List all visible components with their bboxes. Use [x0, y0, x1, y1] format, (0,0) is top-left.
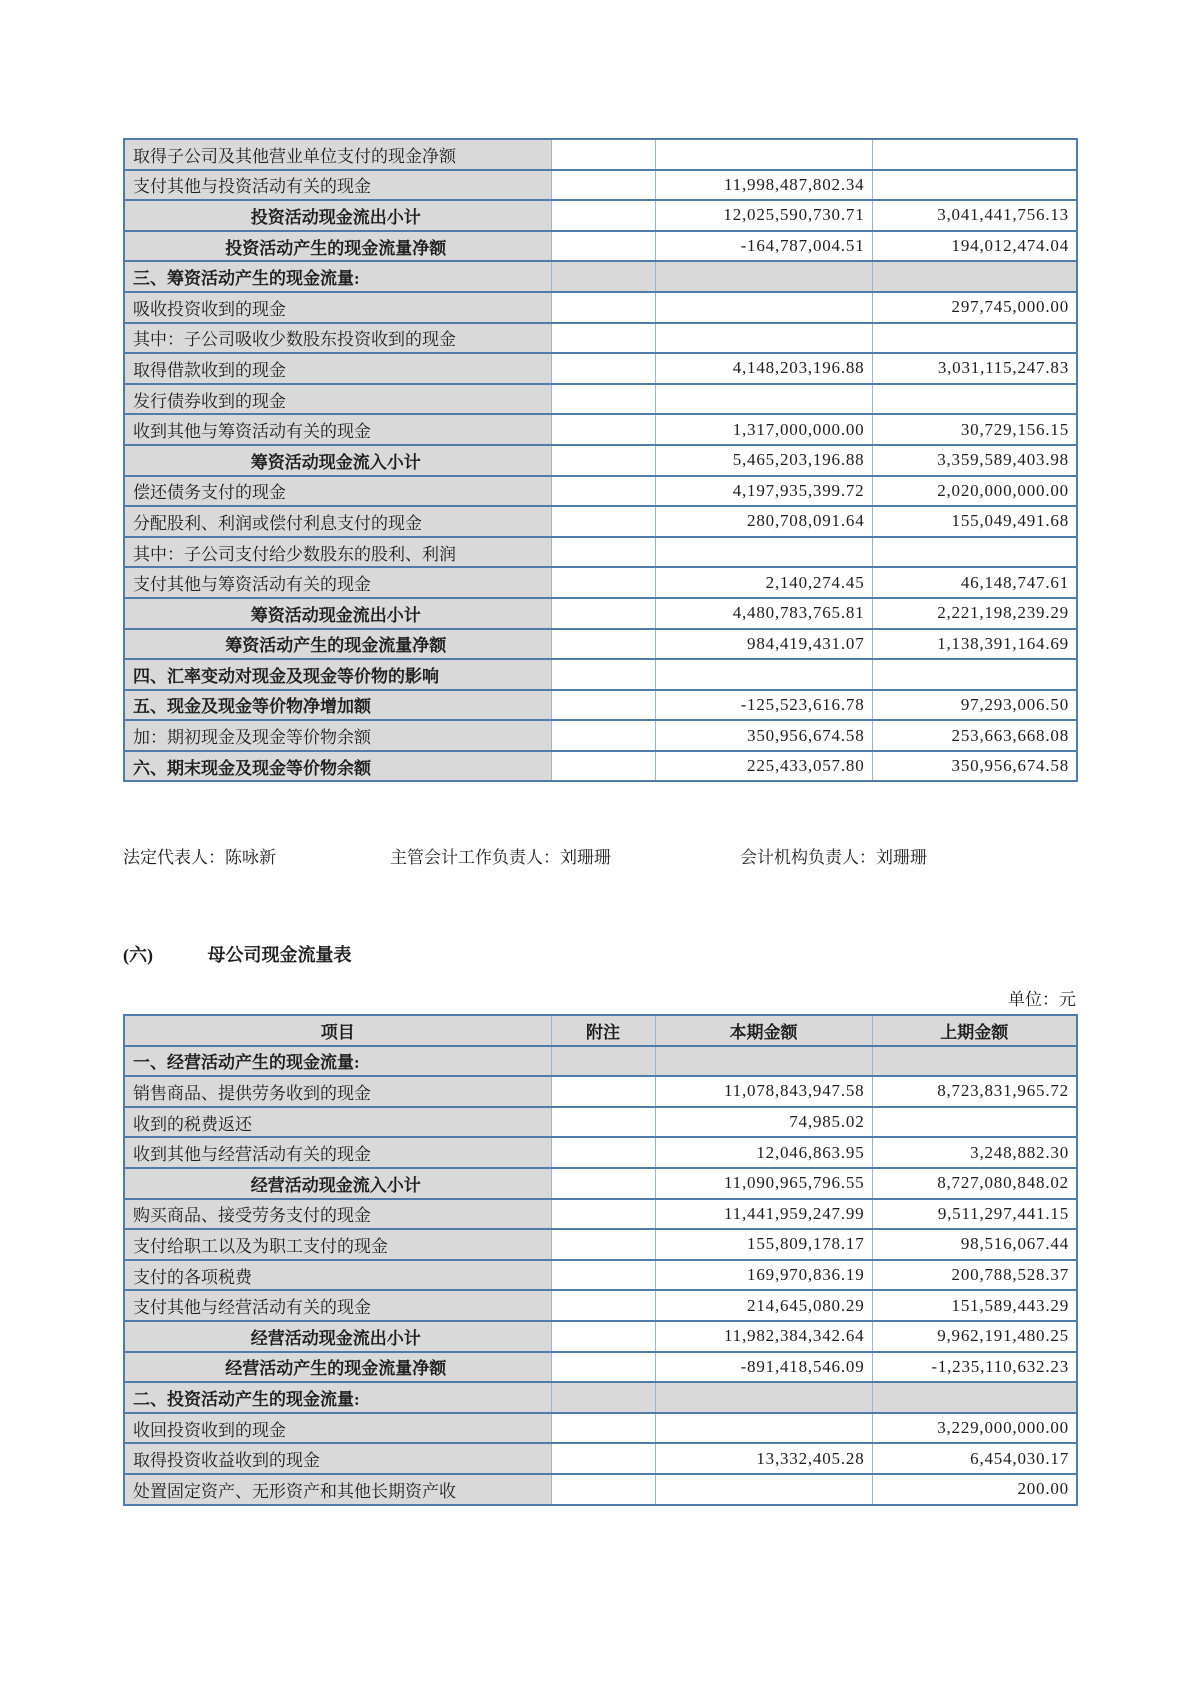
item-label-cell: 吸收投资收到的现金 — [124, 292, 551, 323]
item-label-cell: 收回投资收到的现金 — [124, 1413, 551, 1444]
note-cell — [551, 1137, 655, 1168]
unit-label: 单位：元 — [1008, 990, 1076, 1009]
prior-amount-cell: 2,020,000,000.00 — [872, 476, 1077, 507]
current-amount-cell — [655, 323, 872, 354]
table-row — [124, 1321, 1077, 1352]
current-amount-cell: 169,970,836.19 — [655, 1260, 872, 1291]
prior-amount-cell — [872, 384, 1077, 415]
prior-amount-cell: -1,235,110,632.23 — [872, 1352, 1077, 1383]
note-cell — [551, 1168, 655, 1199]
item-label-cell: 收到其他与经营活动有关的现金 — [124, 1137, 551, 1168]
note-cell — [551, 1382, 655, 1413]
item-label-cell: 经营活动产生的现金流量净额 — [124, 1352, 551, 1383]
current-amount-cell — [655, 139, 872, 170]
column-header-current-period: 本期金额 — [655, 1015, 872, 1046]
note-cell — [551, 1260, 655, 1291]
current-amount-cell: 214,645,080.29 — [655, 1290, 872, 1321]
table-row — [124, 231, 1077, 262]
note-cell — [551, 1413, 655, 1444]
prior-amount-cell: 97,293,006.50 — [872, 690, 1077, 721]
table-row — [124, 1137, 1077, 1168]
current-amount-cell: 11,090,965,796.55 — [655, 1168, 872, 1199]
note-cell — [551, 353, 655, 384]
table-row — [124, 384, 1077, 415]
item-label-cell: 收到其他与筹资活动有关的现金 — [124, 414, 551, 445]
table-row — [124, 1443, 1077, 1474]
current-amount-cell: 2,140,274.45 — [655, 567, 872, 598]
current-amount-cell: 350,956,674.58 — [655, 720, 872, 751]
prior-amount-cell: 3,359,589,403.98 — [872, 445, 1077, 476]
current-amount-cell: 74,985.02 — [655, 1107, 872, 1138]
prior-amount-cell: 3,229,000,000.00 — [872, 1413, 1077, 1444]
section-title: 母公司现金流量表 — [207, 945, 352, 965]
item-label-cell: 处置固定资产、无形资产和其他长期资产收 — [124, 1474, 551, 1505]
table-row — [124, 353, 1077, 384]
item-label-cell: 经营活动现金流入小计 — [124, 1168, 551, 1199]
table-row — [124, 1046, 1077, 1077]
table-row — [124, 506, 1077, 537]
table-header-row — [124, 1015, 1077, 1046]
current-amount-cell: 12,046,863.95 — [655, 1137, 872, 1168]
current-amount-cell — [655, 659, 872, 690]
note-cell — [551, 751, 655, 782]
item-label-cell: 发行债券收到的现金 — [124, 384, 551, 415]
prior-amount-cell — [872, 1107, 1077, 1138]
table-row — [124, 720, 1077, 751]
prior-amount-cell — [872, 261, 1077, 292]
note-cell — [551, 1229, 655, 1260]
prior-amount-cell: 3,248,882.30 — [872, 1137, 1077, 1168]
column-header-note: 附注 — [551, 1015, 655, 1046]
table-row — [124, 1352, 1077, 1383]
current-amount-cell: 4,480,783,765.81 — [655, 598, 872, 629]
prior-amount-cell — [872, 537, 1077, 568]
note-cell — [551, 720, 655, 751]
table-row — [124, 170, 1077, 201]
current-amount-cell: 4,148,203,196.88 — [655, 353, 872, 384]
item-label-cell: 分配股利、利润或偿付利息支付的现金 — [124, 506, 551, 537]
current-amount-cell: 4,197,935,399.72 — [655, 476, 872, 507]
current-amount-cell — [655, 292, 872, 323]
item-label-cell: 五、现金及现金等价物净增加额 — [124, 690, 551, 721]
item-label-cell: 三、筹资活动产生的现金流量: — [124, 261, 551, 292]
current-amount-cell: 12,025,590,730.71 — [655, 200, 872, 231]
current-amount-cell: 11,998,487,802.34 — [655, 170, 872, 201]
note-cell — [551, 384, 655, 415]
note-cell — [551, 476, 655, 507]
current-amount-cell: 11,078,843,947.58 — [655, 1076, 872, 1107]
table-row — [124, 1199, 1077, 1230]
table-row — [124, 567, 1077, 598]
table-row — [124, 139, 1077, 170]
item-label-cell: 支付其他与筹资活动有关的现金 — [124, 567, 551, 598]
item-label-cell: 支付的各项税费 — [124, 1260, 551, 1291]
prior-amount-cell — [872, 1046, 1077, 1077]
prior-amount-cell: 151,589,443.29 — [872, 1290, 1077, 1321]
table-row — [124, 751, 1077, 782]
table-row — [124, 445, 1077, 476]
table-row — [124, 1260, 1077, 1291]
note-cell — [551, 1443, 655, 1474]
table-row — [124, 1229, 1077, 1260]
note-cell — [551, 1290, 655, 1321]
prior-amount-cell: 9,962,191,480.25 — [872, 1321, 1077, 1352]
note-cell — [551, 200, 655, 231]
accounting-dept-head-label: 会计机构负责人：刘珊珊 — [740, 848, 927, 867]
prior-amount-cell: 8,727,080,848.02 — [872, 1168, 1077, 1199]
prior-amount-cell: 1,138,391,164.69 — [872, 629, 1077, 660]
parent-company-cashflow-table — [123, 1014, 1078, 1506]
note-cell — [551, 445, 655, 476]
item-label-cell: 取得子公司及其他营业单位支付的现金净额 — [124, 139, 551, 170]
column-header-prior-period: 上期金额 — [872, 1015, 1077, 1046]
note-cell — [551, 1474, 655, 1505]
note-cell — [551, 506, 655, 537]
chief-accountant-label: 主管会计工作负责人：刘珊珊 — [390, 848, 611, 867]
prior-amount-cell: 253,663,668.08 — [872, 720, 1077, 751]
item-label-cell: 投资活动产生的现金流量净额 — [124, 231, 551, 262]
note-cell — [551, 1076, 655, 1107]
note-cell — [551, 567, 655, 598]
item-label-cell: 购买商品、接受劳务支付的现金 — [124, 1199, 551, 1230]
prior-amount-cell — [872, 323, 1077, 354]
prior-amount-cell: 3,041,441,756.13 — [872, 200, 1077, 231]
table-row — [124, 261, 1077, 292]
note-cell — [551, 629, 655, 660]
item-label-cell: 加：期初现金及现金等价物余额 — [124, 720, 551, 751]
table-row — [124, 629, 1077, 660]
item-label-cell: 二、投资活动产生的现金流量: — [124, 1382, 551, 1413]
current-amount-cell — [655, 1046, 872, 1077]
table-row — [124, 1413, 1077, 1444]
item-label-cell: 六、期末现金及现金等价物余额 — [124, 751, 551, 782]
prior-amount-cell — [872, 659, 1077, 690]
prior-amount-cell: 8,723,831,965.72 — [872, 1076, 1077, 1107]
item-label-cell: 支付其他与经营活动有关的现金 — [124, 1290, 551, 1321]
column-header-item: 项目 — [124, 1015, 551, 1046]
note-cell — [551, 1107, 655, 1138]
note-cell — [551, 598, 655, 629]
note-cell — [551, 537, 655, 568]
item-label-cell: 筹资活动现金流入小计 — [124, 445, 551, 476]
item-label-cell: 其中：子公司吸收少数股东投资收到的现金 — [124, 323, 551, 354]
prior-amount-cell: 6,454,030.17 — [872, 1443, 1077, 1474]
section-heading — [123, 941, 352, 967]
note-cell — [551, 292, 655, 323]
legal-representative-label: 法定代表人：陈咏新 — [123, 848, 276, 867]
table-row — [124, 323, 1077, 354]
table-row — [124, 690, 1077, 721]
item-label-cell: 偿还债务支付的现金 — [124, 476, 551, 507]
note-cell — [551, 690, 655, 721]
table-row — [124, 476, 1077, 507]
prior-amount-cell: 46,148,747.61 — [872, 567, 1077, 598]
note-cell — [551, 170, 655, 201]
current-amount-cell: 280,708,091.64 — [655, 506, 872, 537]
prior-amount-cell — [872, 170, 1077, 201]
current-amount-cell: 5,465,203,196.88 — [655, 445, 872, 476]
table-row — [124, 1107, 1077, 1138]
table-row — [124, 414, 1077, 445]
table-row — [124, 200, 1077, 231]
current-amount-cell — [655, 1413, 872, 1444]
item-label-cell: 经营活动现金流出小计 — [124, 1321, 551, 1352]
item-label-cell: 收到的税费返还 — [124, 1107, 551, 1138]
signature-line — [123, 843, 1076, 869]
item-label-cell: 四、汇率变动对现金及现金等价物的影响 — [124, 659, 551, 690]
table-row — [124, 598, 1077, 629]
prior-amount-cell: 9,511,297,441.15 — [872, 1199, 1077, 1230]
current-amount-cell — [655, 261, 872, 292]
current-amount-cell: 13,332,405.28 — [655, 1443, 872, 1474]
current-amount-cell: 1,317,000,000.00 — [655, 414, 872, 445]
table-row — [124, 1290, 1077, 1321]
prior-amount-cell: 297,745,000.00 — [872, 292, 1077, 323]
item-label-cell: 取得投资收益收到的现金 — [124, 1443, 551, 1474]
prior-amount-cell: 155,049,491.68 — [872, 506, 1077, 537]
current-amount-cell: 225,433,057.80 — [655, 751, 872, 782]
table-row — [124, 537, 1077, 568]
item-label-cell: 其中：子公司支付给少数股东的股利、利润 — [124, 537, 551, 568]
current-amount-cell — [655, 384, 872, 415]
current-amount-cell — [655, 537, 872, 568]
note-cell — [551, 231, 655, 262]
item-label-cell: 支付给职工以及为职工支付的现金 — [124, 1229, 551, 1260]
note-cell — [551, 1321, 655, 1352]
table-row — [124, 292, 1077, 323]
prior-amount-cell: 3,031,115,247.83 — [872, 353, 1077, 384]
prior-amount-cell — [872, 139, 1077, 170]
table-row — [124, 1168, 1077, 1199]
prior-amount-cell: 350,956,674.58 — [872, 751, 1077, 782]
note-cell — [551, 323, 655, 354]
item-label-cell: 支付其他与投资活动有关的现金 — [124, 170, 551, 201]
current-amount-cell — [655, 1382, 872, 1413]
prior-amount-cell: 200.00 — [872, 1474, 1077, 1505]
consolidated-cashflow-table-continued — [123, 138, 1078, 782]
prior-amount-cell: 30,729,156.15 — [872, 414, 1077, 445]
note-cell — [551, 139, 655, 170]
note-cell — [551, 1352, 655, 1383]
current-amount-cell: 984,419,431.07 — [655, 629, 872, 660]
item-label-cell: 筹资活动现金流出小计 — [124, 598, 551, 629]
item-label-cell: 一、经营活动产生的现金流量: — [124, 1046, 551, 1077]
note-cell — [551, 414, 655, 445]
current-amount-cell: 155,809,178.17 — [655, 1229, 872, 1260]
current-amount-cell: 11,982,384,342.64 — [655, 1321, 872, 1352]
current-amount-cell: -125,523,616.78 — [655, 690, 872, 721]
item-label-cell: 取得借款收到的现金 — [124, 353, 551, 384]
item-label-cell: 筹资活动产生的现金流量净额 — [124, 629, 551, 660]
prior-amount-cell: 98,516,067.44 — [872, 1229, 1077, 1260]
item-label-cell: 投资活动现金流出小计 — [124, 200, 551, 231]
note-cell — [551, 659, 655, 690]
table-row — [124, 1382, 1077, 1413]
section-index: (六) — [123, 945, 153, 965]
table-row — [124, 1474, 1077, 1505]
note-cell — [551, 1046, 655, 1077]
current-amount-cell: 11,441,959,247.99 — [655, 1199, 872, 1230]
item-label-cell: 销售商品、提供劳务收到的现金 — [124, 1076, 551, 1107]
current-amount-cell — [655, 1474, 872, 1505]
table-row — [124, 1076, 1077, 1107]
note-cell — [551, 261, 655, 292]
current-amount-cell: -891,418,546.09 — [655, 1352, 872, 1383]
current-amount-cell: -164,787,004.51 — [655, 231, 872, 262]
prior-amount-cell: 194,012,474.04 — [872, 231, 1077, 262]
table-row — [124, 659, 1077, 690]
prior-amount-cell: 2,221,198,239.29 — [872, 598, 1077, 629]
note-cell — [551, 1199, 655, 1230]
prior-amount-cell — [872, 1382, 1077, 1413]
prior-amount-cell: 200,788,528.37 — [872, 1260, 1077, 1291]
